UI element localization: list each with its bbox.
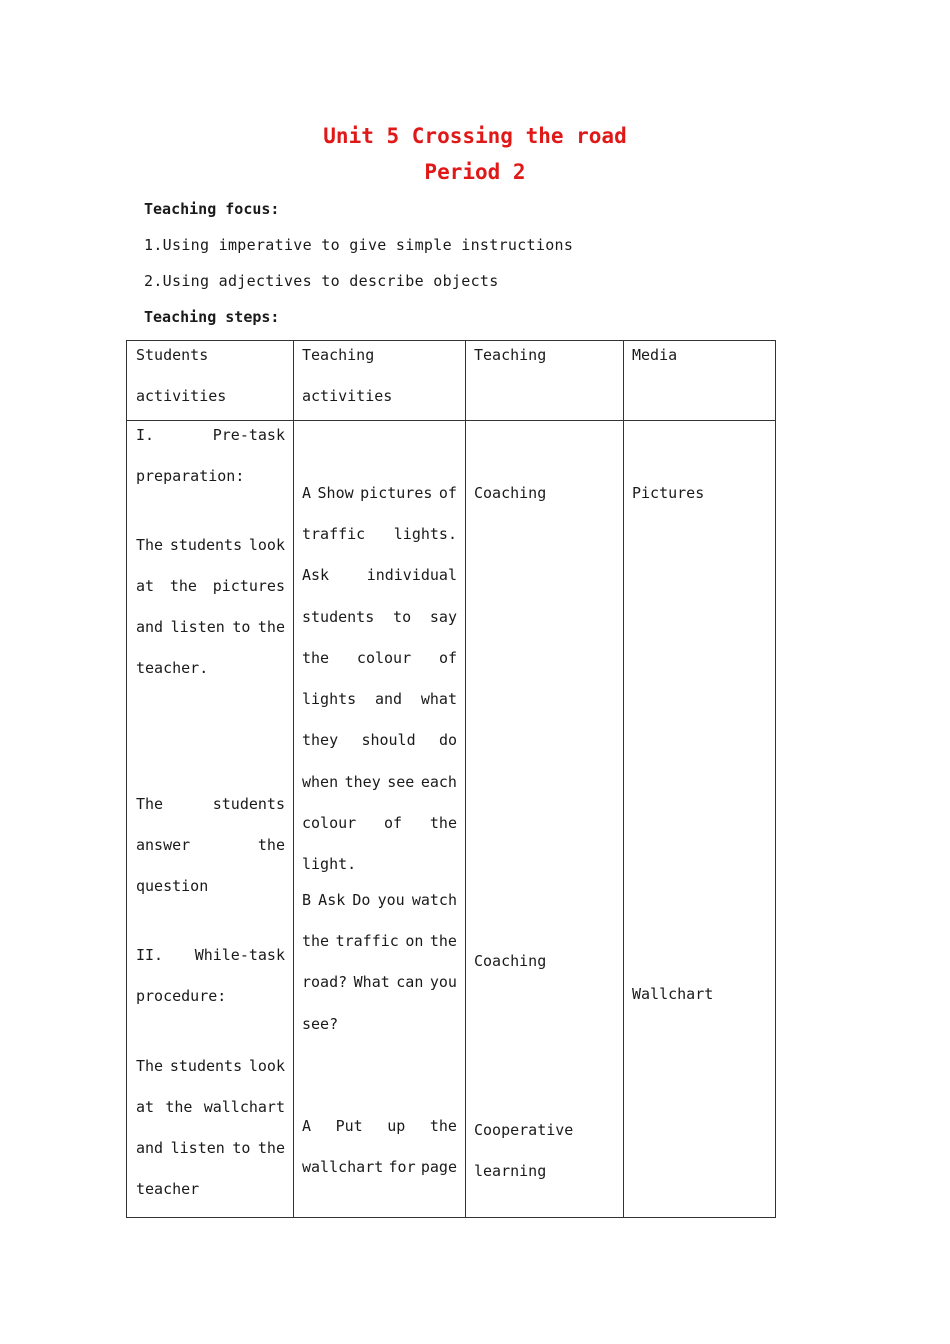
word: of [384, 814, 403, 832]
column-divider [293, 341, 294, 1217]
word: the [429, 932, 457, 950]
word: they [344, 773, 381, 791]
word: pictures [360, 484, 433, 502]
teacher-a-line-1 [302, 484, 457, 502]
word: lights [302, 690, 357, 708]
word: students [302, 608, 375, 626]
word: the [257, 836, 285, 854]
word: A [302, 1117, 312, 1135]
while-task-line [136, 946, 285, 964]
word: traffic [335, 932, 399, 950]
teaching-focus-heading: Teaching focus: [144, 200, 280, 218]
word: say [429, 608, 457, 626]
word: see [387, 773, 415, 791]
teacher-b-line-2 [302, 932, 457, 950]
teacher-a-line-10: light. [302, 855, 357, 873]
word: to [232, 618, 251, 636]
header-teaching-2: activities [302, 387, 393, 405]
word: Put [335, 1117, 363, 1135]
word: you [377, 891, 405, 909]
word: Do [352, 891, 371, 909]
word: at [136, 577, 155, 595]
word: to [232, 1139, 251, 1157]
word: What [353, 973, 390, 991]
teacher-a-line-2 [302, 525, 457, 543]
students-wallchart-line-3 [136, 1139, 285, 1157]
word: the [429, 1117, 457, 1135]
teacher-a-line-9 [302, 814, 457, 832]
word: they [302, 731, 339, 749]
teacher-a-line-3 [302, 566, 457, 584]
media-wallchart: Wallchart [632, 985, 714, 1003]
word: and [136, 618, 164, 636]
teacher-a-line-8 [302, 773, 457, 791]
word: pictures [212, 577, 285, 595]
pre-task-numeral: I. [136, 426, 155, 444]
word: for [388, 1158, 416, 1176]
method-coaching-2: Coaching [474, 952, 547, 970]
focus-item-1: 1.Using imperative to give simple instructions [144, 236, 574, 254]
word: to [393, 608, 412, 626]
word: Ask [302, 566, 330, 584]
method-coaching-1: Coaching [474, 484, 547, 502]
students-answer-line-3: question [136, 877, 209, 895]
pre-task-line [136, 426, 285, 444]
word: do [438, 731, 457, 749]
word: and [136, 1139, 164, 1157]
word: students [169, 536, 243, 554]
word: lights. [393, 525, 457, 543]
pre-task-label: Pre-task [212, 426, 285, 444]
word: answer [136, 836, 191, 854]
word: the [302, 932, 330, 950]
word: colour [302, 814, 357, 832]
word: individual [366, 566, 457, 584]
word: the [169, 577, 197, 595]
word: Show [317, 484, 354, 502]
document-subtitle: Period 2 [424, 160, 526, 184]
students-look-line-1 [136, 536, 285, 554]
word: on [405, 932, 424, 950]
word: wallchart [302, 1158, 384, 1176]
teacher-a-line-7 [302, 731, 457, 749]
word: B [302, 891, 312, 909]
word: the [257, 618, 285, 636]
header-teaching: Teaching [302, 346, 375, 364]
word: the [165, 1098, 193, 1116]
header-method: Teaching [474, 346, 547, 364]
word: colour [356, 649, 412, 667]
pre-task-preparation: preparation: [136, 467, 245, 485]
students-wallchart-line-2 [136, 1098, 285, 1116]
word: when [302, 773, 339, 791]
word: A [302, 484, 312, 502]
column-divider [465, 341, 466, 1217]
teaching-steps-heading: Teaching steps: [144, 308, 280, 326]
word: road? [302, 973, 348, 991]
word: page [420, 1158, 457, 1176]
header-media: Media [632, 346, 678, 364]
word: students [169, 1057, 243, 1075]
word: and [374, 690, 403, 708]
header-students: Students [136, 346, 209, 364]
students-look-line-4: teacher. [136, 659, 209, 677]
while-task-numeral: II. [136, 946, 164, 964]
word: The [136, 795, 164, 813]
document-title: Unit 5 Crossing the road [323, 124, 627, 148]
students-look-line-3 [136, 618, 285, 636]
students-wallchart-line-1 [136, 1057, 285, 1075]
teacher-a-line-5 [302, 649, 457, 667]
word: you [429, 973, 457, 991]
word: at [136, 1098, 155, 1116]
word: of [438, 649, 457, 667]
teacher-c-line-1 [302, 1117, 457, 1135]
word: up [387, 1117, 406, 1135]
word: the [257, 1139, 285, 1157]
teacher-c-line-2 [302, 1158, 457, 1176]
teacher-a-line-4 [302, 608, 457, 626]
word: Ask [318, 891, 346, 909]
word: what [420, 690, 457, 708]
word: The [136, 536, 164, 554]
teacher-b-line-3 [302, 973, 457, 991]
word: should [361, 731, 416, 749]
students-look-line-2 [136, 577, 285, 595]
header-divider [127, 420, 775, 421]
word: watch [411, 891, 457, 909]
word: traffic [302, 525, 366, 543]
teacher-b-line-1 [302, 891, 457, 909]
word: can [396, 973, 424, 991]
teacher-b-line-4: see? [302, 1015, 339, 1033]
word: listen [170, 618, 225, 636]
word: The [136, 1057, 164, 1075]
teaching-steps-table [126, 340, 776, 1218]
students-answer-line-1 [136, 795, 285, 813]
students-wallchart-line-4: teacher [136, 1180, 200, 1198]
while-task-procedure: procedure: [136, 987, 227, 1005]
students-answer-line-2 [136, 836, 285, 854]
teacher-a-line-6 [302, 690, 457, 708]
word: listen [170, 1139, 225, 1157]
method-cooperative: Cooperative [474, 1121, 574, 1139]
header-students-2: activities [136, 387, 227, 405]
column-divider [623, 341, 624, 1217]
word: look [248, 1057, 285, 1075]
word: wallchart [203, 1098, 285, 1116]
word: of [438, 484, 457, 502]
word: students [212, 795, 285, 813]
focus-item-2: 2.Using adjectives to describe objects [144, 272, 499, 290]
word: look [248, 536, 285, 554]
method-learning: learning [474, 1162, 547, 1180]
word: each [420, 773, 457, 791]
while-task-label: While-task [194, 946, 285, 964]
word: the [302, 649, 330, 667]
word: the [429, 814, 457, 832]
media-pictures: Pictures [632, 484, 705, 502]
